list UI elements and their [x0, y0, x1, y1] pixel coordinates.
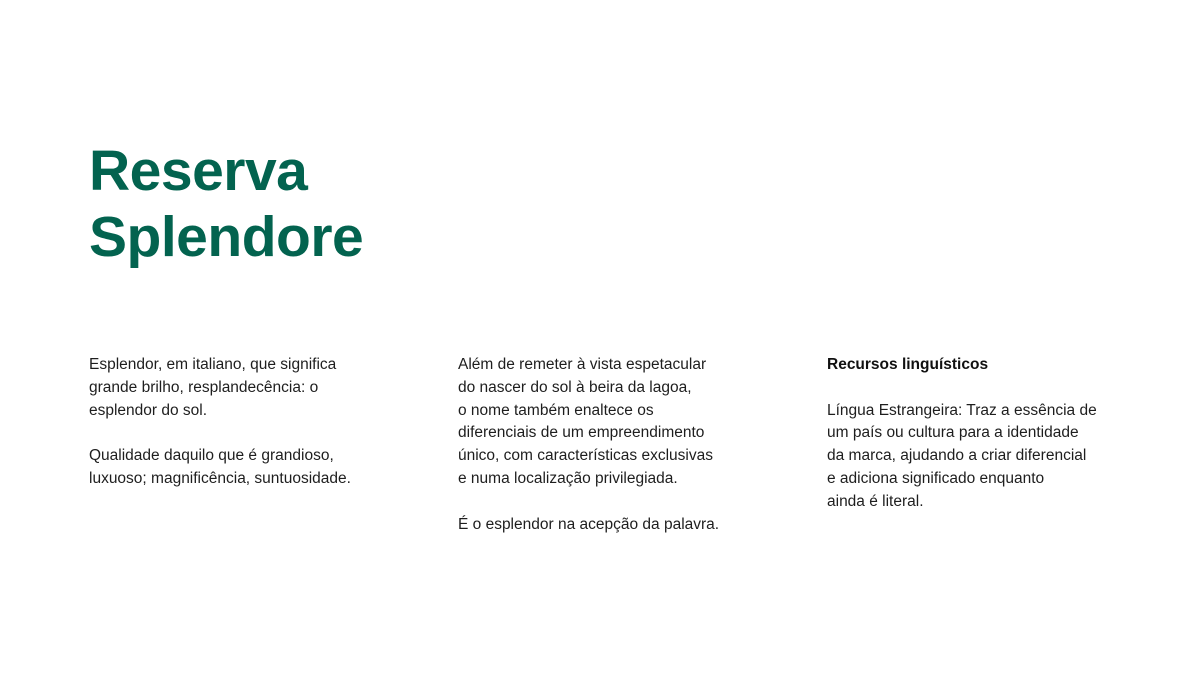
text-line: diferenciais de um empreendimento: [458, 424, 705, 442]
text-line: Língua Estrangeira: Traz a essência de: [827, 401, 1097, 419]
paragraph-concept: [458, 354, 719, 491]
text-line: Além de remeter à vista espetacular: [458, 356, 707, 373]
paragraph-conclusion: [458, 514, 719, 537]
paragraph-definition: [89, 354, 351, 422]
text-line: o nome também enaltece os: [458, 401, 654, 419]
text-line: e numa localização privilegiada.: [458, 469, 678, 487]
column-linguistic-resources: [827, 354, 1097, 536]
column-meaning: [89, 354, 351, 514]
column-concept: [458, 354, 719, 559]
text-line: É o esplendor na acepção da palavra.: [458, 515, 720, 533]
text-line: único, com características exclusivas: [458, 447, 713, 465]
paragraph-foreign-language: [827, 400, 1097, 514]
title-line-1: Reserva: [89, 139, 308, 203]
title-line-2: Splendore: [89, 205, 364, 269]
text-line: e adiciona significado enquanto: [827, 469, 1045, 487]
text-line: esplendor do sol.: [89, 401, 208, 419]
text-line: do nascer do sol à beira da lagoa,: [458, 378, 692, 396]
text-line: um país ou cultura para a identidade: [827, 424, 1079, 442]
text-line: ainda é literal.: [827, 492, 924, 510]
text-line: grande brilho, resplandecência: o: [89, 378, 319, 396]
page-title: [89, 138, 363, 270]
section-heading: Recursos linguísticos: [827, 356, 989, 373]
text-line: luxuoso; magnificência, suntuosidade.: [89, 469, 351, 487]
text-line: Esplendor, em italiano, que significa: [89, 356, 337, 373]
paragraph-quality: [89, 445, 351, 491]
text-line: Qualidade daquilo que é grandioso,: [89, 447, 334, 465]
text-line: da marca, ajudando a criar diferencial: [827, 447, 1087, 465]
